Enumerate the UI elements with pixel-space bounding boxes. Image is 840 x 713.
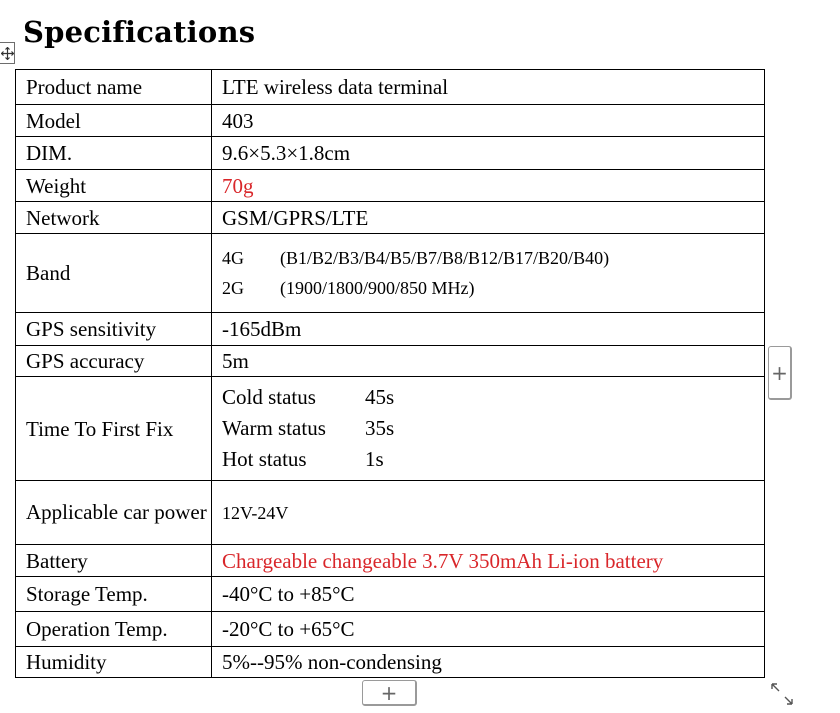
table-row	[16, 202, 765, 234]
row-value[interactable]: 12V-24V	[212, 481, 765, 545]
row-value[interactable]: GSM/GPRS/LTE	[212, 202, 765, 234]
row-label[interactable]: GPS sensitivity	[16, 313, 212, 346]
specifications-table	[15, 69, 765, 678]
plus-icon: +	[380, 680, 398, 705]
table-row	[16, 377, 765, 481]
row-label[interactable]: Band	[16, 234, 212, 313]
row-label[interactable]: Storage Temp.	[16, 577, 212, 612]
band-name: 2G	[222, 278, 244, 298]
ttff-status: Cold status	[222, 385, 316, 409]
row-value[interactable]: 70g	[212, 170, 765, 202]
table-move-handle[interactable]	[0, 42, 15, 64]
row-value[interactable]: -40°C to +85°C	[212, 577, 765, 612]
table-row	[16, 170, 765, 202]
table-row	[16, 481, 765, 545]
add-row-button[interactable]	[362, 680, 417, 706]
ttff-time: 45s	[365, 385, 395, 409]
ttff-line	[222, 444, 764, 475]
row-value[interactable]: 5m	[212, 346, 765, 377]
row-value[interactable]: Chargeable changeable 3.7V 350mAh Li-ion battery	[212, 545, 765, 577]
table-row	[16, 313, 765, 346]
row-value[interactable]	[212, 234, 765, 313]
add-column-button[interactable]	[768, 346, 792, 400]
row-value[interactable]: 5%--95% non-condensing	[212, 647, 765, 678]
row-value[interactable]: 9.6×5.3×1.8cm	[212, 137, 765, 170]
band-line	[222, 243, 764, 273]
row-value[interactable]: LTE wireless data terminal	[212, 70, 765, 105]
band-name: 4G	[222, 248, 244, 268]
table-row	[16, 612, 765, 647]
row-label[interactable]: Network	[16, 202, 212, 234]
ttff-status: Warm status	[222, 416, 326, 440]
row-label[interactable]: Humidity	[16, 647, 212, 678]
band-value: (1900/1800/900/850 MHz)	[280, 278, 475, 298]
table-resize-handle[interactable]	[768, 680, 796, 708]
row-value[interactable]	[212, 377, 765, 481]
ttff-line	[222, 413, 764, 444]
table-row	[16, 346, 765, 377]
diagonal-resize-icon	[768, 680, 796, 708]
plus-icon: +	[771, 360, 788, 385]
row-label[interactable]: DIM.	[16, 137, 212, 170]
row-label[interactable]: Battery	[16, 545, 212, 577]
row-value[interactable]: 403	[212, 105, 765, 137]
band-value: (B1/B2/B3/B4/B5/B7/B8/B12/B17/B20/B40)	[280, 248, 610, 268]
row-label[interactable]: Weight	[16, 170, 212, 202]
row-label[interactable]: GPS accuracy	[16, 346, 212, 377]
ttff-time: 1s	[365, 447, 384, 471]
row-label[interactable]: Model	[16, 105, 212, 137]
ttff-line	[222, 382, 764, 413]
ttff-time: 35s	[365, 416, 395, 440]
ttff-status: Hot status	[222, 447, 307, 471]
table-row	[16, 647, 765, 678]
row-value[interactable]: -165dBm	[212, 313, 765, 346]
table-row	[16, 137, 765, 170]
table-row	[16, 577, 765, 612]
band-line	[222, 273, 764, 303]
move-arrows-icon	[1, 47, 14, 60]
page-title: Specifications	[23, 15, 256, 49]
row-label[interactable]: Time To First Fix	[16, 377, 212, 481]
table-row	[16, 105, 765, 137]
table-row	[16, 234, 765, 313]
table-row	[16, 70, 765, 105]
row-label[interactable]: Product name	[16, 70, 212, 105]
row-label[interactable]: Applicable car power	[16, 481, 212, 545]
row-value[interactable]: -20°C to +65°C	[212, 612, 765, 647]
row-label[interactable]: Operation Temp.	[16, 612, 212, 647]
table-row	[16, 545, 765, 577]
